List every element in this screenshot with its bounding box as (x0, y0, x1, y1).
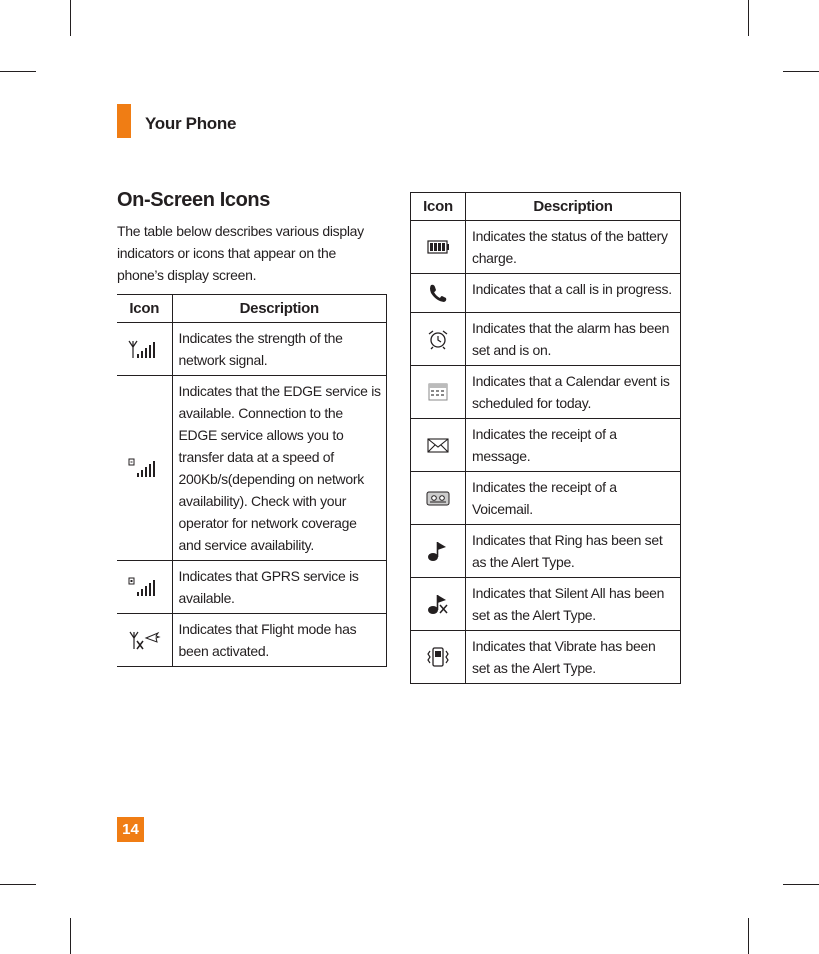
page-heading: On-Screen Icons (117, 189, 270, 211)
column-header-icon: Icon (117, 295, 172, 323)
row-description: Indicates the status of the battery charge. (466, 221, 681, 274)
table-row (411, 221, 681, 274)
table-row (117, 376, 387, 561)
row-description: Indicates that the EDGE service is available. Connection to the EDGE service allows you to transfer data at a speed of 200Kb/s(depending on network availability). Check with your operator for network coverage and service availability. (172, 376, 387, 561)
table-row (411, 366, 681, 419)
crop-mark (783, 71, 819, 72)
voicemail-icon (425, 488, 451, 508)
table-row (117, 614, 387, 667)
table-row (117, 561, 387, 614)
crop-mark (70, 918, 71, 954)
crop-mark (70, 0, 71, 36)
icon-table-left (117, 294, 387, 667)
row-description: Indicates that Ring has been set as the Alert Type. (466, 525, 681, 578)
table-row (411, 313, 681, 366)
row-description: Indicates the receipt of a message. (466, 419, 681, 472)
crop-mark (0, 884, 36, 885)
row-description: Indicates that the alarm has been set and is on. (466, 313, 681, 366)
row-description: Indicates that a Calendar event is scheduled for today. (466, 366, 681, 419)
row-description: Indicates that Silent All has been set as the Alert Type. (466, 578, 681, 631)
row-description: Indicates that GPRS service is available. (172, 561, 387, 614)
crop-mark (748, 0, 749, 36)
crop-mark (783, 884, 819, 885)
table-row (411, 274, 681, 313)
section-marker (117, 104, 131, 138)
ring-icon (425, 539, 451, 563)
table-row (411, 525, 681, 578)
table-row (411, 472, 681, 525)
silent-icon (425, 592, 451, 616)
table-row (411, 419, 681, 472)
row-description: Indicates that Vibrate has been set as the Alert Type. (466, 631, 681, 684)
table-row (117, 323, 387, 376)
battery-icon (426, 238, 450, 256)
column-header-description: Description (466, 193, 681, 221)
message-icon (426, 435, 450, 455)
vibrate-icon (425, 645, 451, 669)
call-icon (427, 282, 449, 304)
table-row (411, 631, 681, 684)
row-description: Indicates that Flight mode has been activated. (172, 614, 387, 667)
table-header-row (117, 295, 387, 323)
crop-mark (748, 918, 749, 954)
section-title: Your Phone (145, 114, 237, 133)
calendar-icon (426, 381, 450, 403)
table-row (411, 578, 681, 631)
signal-strength-icon (127, 338, 161, 360)
row-description: Indicates the strength of the network signal. (172, 323, 387, 376)
row-description: Indicates the receipt of a Voicemail. (466, 472, 681, 525)
crop-mark (0, 71, 36, 72)
page-number: 14 (117, 817, 144, 842)
column-header-icon: Icon (411, 193, 466, 221)
flight-mode-icon (127, 629, 161, 651)
alarm-icon (426, 328, 450, 350)
table-header-row (411, 193, 681, 221)
column-header-description: Description (172, 295, 387, 323)
intro-paragraph: The table below describes various display indicators or icons that appear on the phone’s display screen. (117, 223, 364, 283)
row-description: Indicates that a call is in progress. (466, 274, 681, 313)
icon-table-right (410, 192, 681, 684)
gprs-signal-icon (127, 576, 161, 598)
edge-signal-icon (127, 457, 161, 479)
